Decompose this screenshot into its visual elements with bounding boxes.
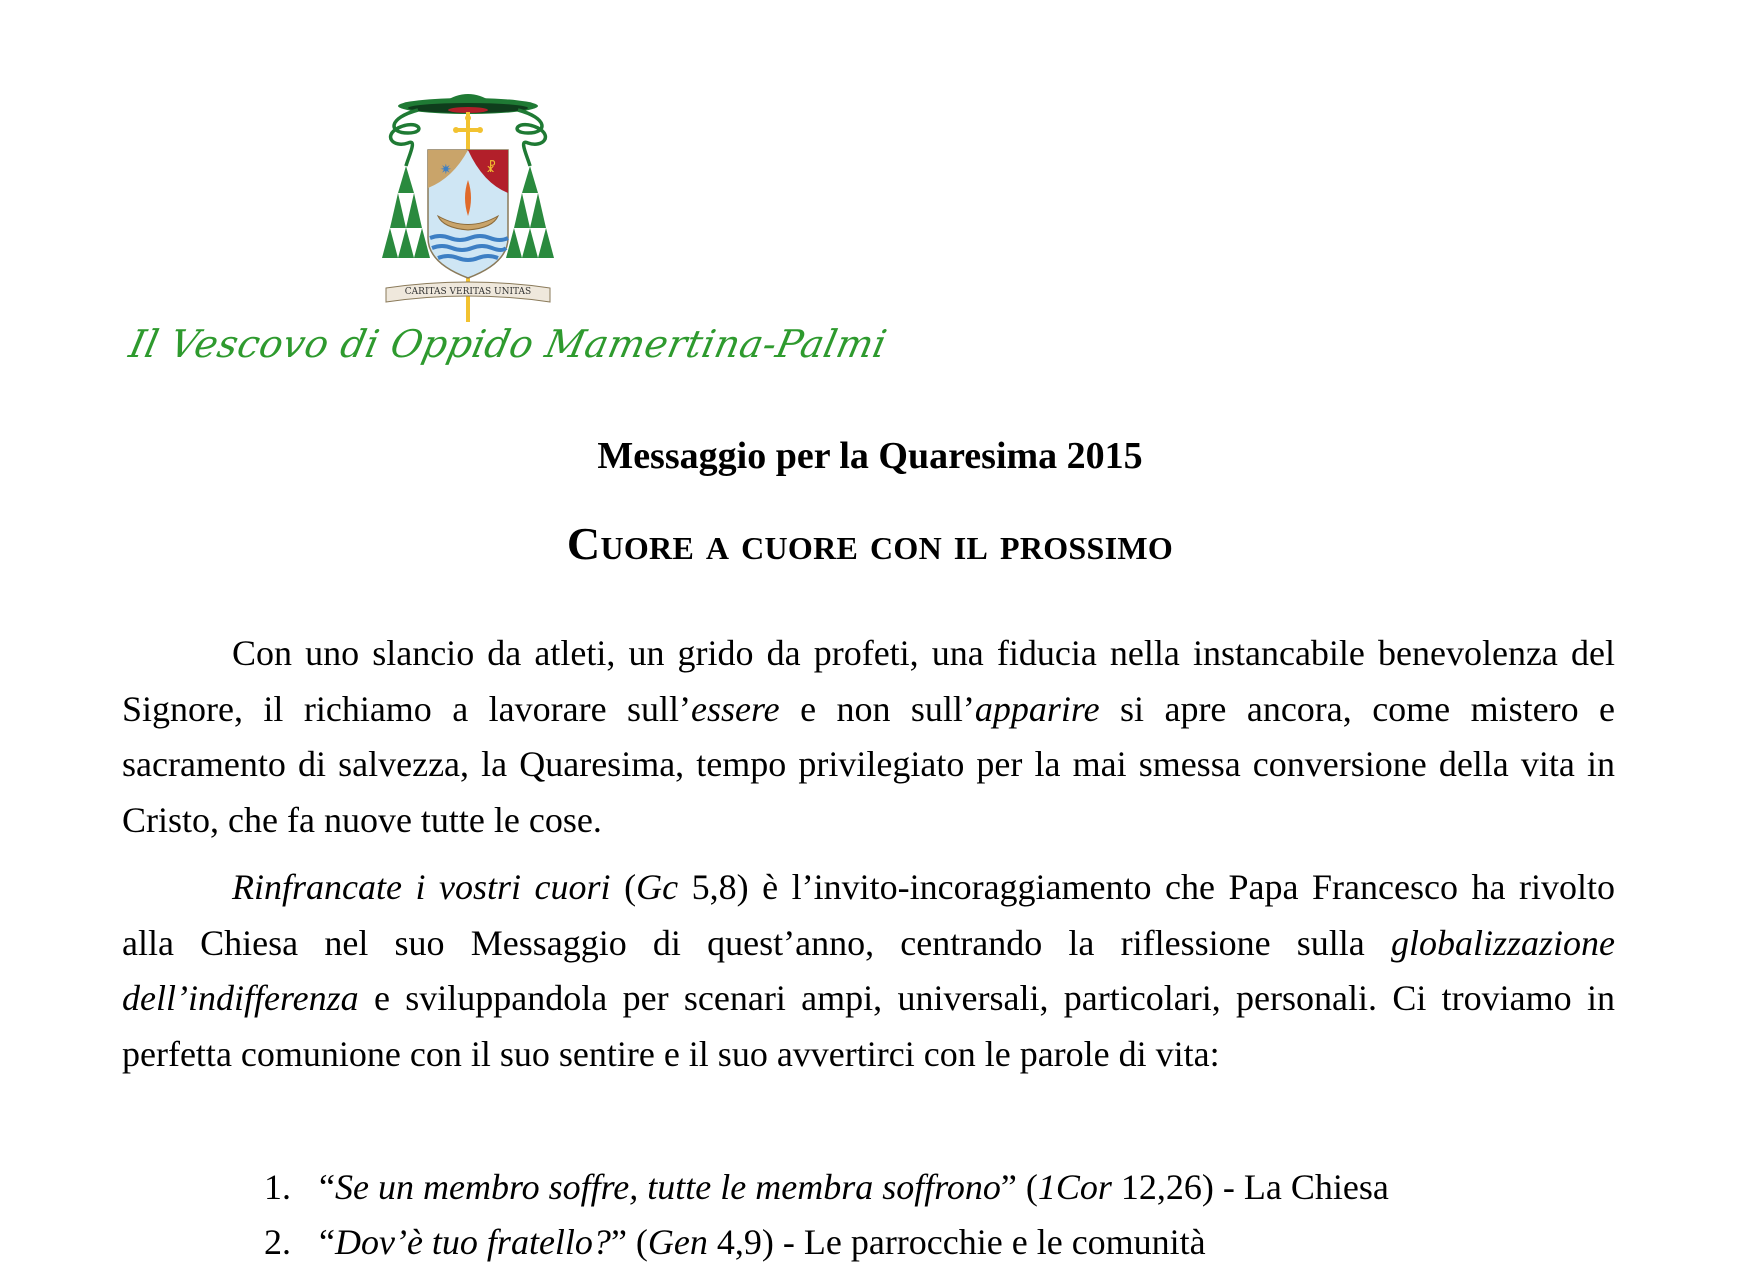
italic-text: 1Cor <box>1037 1167 1112 1207</box>
italic-text: Dov’è tuo fratello? <box>334 1222 611 1262</box>
document-subtitle: Cuore a cuore con il prossimo <box>566 518 1174 569</box>
list-item-text <box>319 1160 1389 1215</box>
list-item <box>264 1215 1614 1270</box>
paragraph <box>122 626 1615 848</box>
text-run: si apre ancora, come mistero e sacramento di salvezza, la Quaresima, tempo privilegiato per la mai smessa conversione della vita in Cristo, che fa nuove tutte le cose. <box>122 688 1615 840</box>
text-run: 4,9) - Le parrocchie e le comunità <box>707 1222 1206 1262</box>
italic-text: globalizzazione dell’indifferenza <box>122 922 1615 1018</box>
paragraph <box>122 860 1615 1082</box>
text-run: ” ( <box>610 1222 648 1262</box>
coat-of-arms-icon <box>378 88 558 323</box>
list-item-number: 2. <box>264 1222 291 1262</box>
svg-text:CARITAS VERITAS UNITAS: CARITAS VERITAS UNITAS <box>404 287 532 297</box>
episcopal-coat-of-arms <box>378 88 558 323</box>
list-item-text <box>319 1215 1206 1270</box>
italic-text: Rinfrancate i vostri cuori <box>232 867 611 907</box>
text-run: e non sull’ <box>779 688 975 729</box>
svg-text:☧: ☧ <box>486 161 497 176</box>
document-title: Messaggio per la Quaresima 2015 <box>597 435 1143 477</box>
bishop-letterhead-signature: Il Vescovo di Oppido Mamertina-Palmi <box>125 322 891 366</box>
text-run: Con uno slancio da atleti, un grido da profeti, una fiducia nella instancabile benevolenza del Signore, il richiamo a lavorare sull’ <box>122 633 1615 729</box>
text-run: e sviluppandola per scenari ampi, universali, particolari, personali. Ci troviamo in perfetta comunione con il suo sentire e il suo avvertirci con le parole di vita: <box>122 978 1615 1074</box>
text-run: ( <box>610 867 637 907</box>
italic-text: Gen <box>647 1222 708 1262</box>
text-run: “ <box>319 1222 335 1262</box>
italic-text: apparire <box>974 688 1100 729</box>
list-item <box>264 1160 1614 1215</box>
text-run: “ <box>319 1167 335 1207</box>
document-body <box>122 626 1615 1094</box>
svg-text:✷: ✷ <box>440 162 452 178</box>
italic-text: Gc <box>636 867 679 907</box>
text-run: 5,8) è l’invito-incoraggiamento che Papa Francesco ha rivolto alla Chiesa nel suo Messaggio di quest’anno, centrando la riflessione sulla <box>122 867 1615 963</box>
text-run: 12,26) - La Chiesa <box>1111 1167 1389 1207</box>
numbered-list <box>264 1160 1614 1270</box>
list-item-number: 1. <box>264 1167 291 1207</box>
italic-text: Se un membro soffre, tutte le membra soffrono <box>334 1167 1001 1207</box>
text-run: ” ( <box>1000 1167 1038 1207</box>
italic-text: essere <box>691 688 780 729</box>
